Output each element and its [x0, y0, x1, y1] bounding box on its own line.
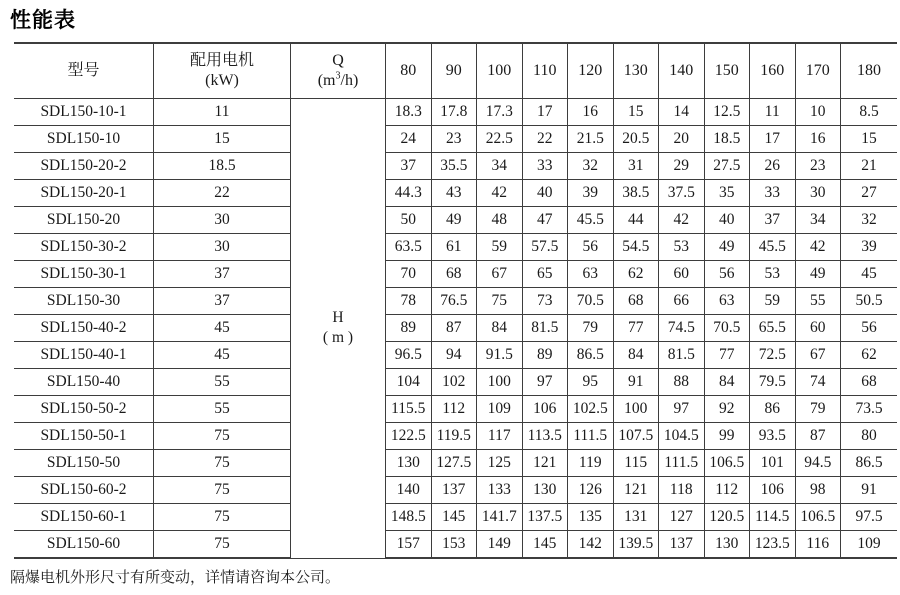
table-row	[14, 180, 897, 207]
table-row	[14, 450, 897, 477]
head-value-cell: 18.5	[704, 126, 750, 153]
head-value-cell: 133	[477, 477, 523, 504]
motor-power-cell: 18.5	[154, 153, 291, 180]
head-value-cell: 39	[568, 180, 614, 207]
head-value-cell: 33	[522, 153, 568, 180]
header-flow-80: 80	[386, 43, 432, 99]
head-value-cell: 70.5	[568, 288, 614, 315]
head-value-cell: 87	[795, 423, 841, 450]
header-motor-power-name: 配用电机	[189, 52, 254, 69]
head-value-cell: 84	[704, 369, 750, 396]
head-value-cell: 17	[750, 126, 796, 153]
table-header	[14, 43, 897, 99]
head-value-cell: 60	[659, 261, 705, 288]
head-value-cell: 53	[750, 261, 796, 288]
head-value-cell: 20.5	[613, 126, 659, 153]
head-value-cell: 35	[704, 180, 750, 207]
head-value-cell: 16	[795, 126, 841, 153]
head-value-cell: 126	[568, 477, 614, 504]
head-value-cell: 32	[568, 153, 614, 180]
head-value-cell: 107.5	[613, 423, 659, 450]
head-value-cell: 32	[841, 207, 898, 234]
head-value-cell: 141.7	[477, 504, 523, 531]
head-value-cell: 27.5	[704, 153, 750, 180]
head-value-cell: 34	[795, 207, 841, 234]
header-flow-180: 180	[841, 43, 898, 99]
head-value-cell: 77	[613, 315, 659, 342]
table-row	[14, 396, 897, 423]
header-motor-power	[154, 43, 291, 99]
head-value-cell: 21	[841, 153, 898, 180]
head-value-cell: 119.5	[431, 423, 477, 450]
head-value-cell: 115	[613, 450, 659, 477]
head-value-cell: 130	[704, 531, 750, 559]
header-flow-160: 160	[750, 43, 796, 99]
head-value-cell: 72.5	[750, 342, 796, 369]
model-cell: SDL150-30-1	[14, 261, 154, 288]
head-value-cell: 92	[704, 396, 750, 423]
head-value-cell: 91	[841, 477, 898, 504]
head-value-cell: 139.5	[613, 531, 659, 559]
head-value-cell: 61	[431, 234, 477, 261]
head-value-cell: 81.5	[659, 342, 705, 369]
head-value-cell: 15	[613, 99, 659, 126]
head-value-cell: 50.5	[841, 288, 898, 315]
model-cell: SDL150-60-2	[14, 477, 154, 504]
motor-power-cell: 45	[154, 315, 291, 342]
head-value-cell: 130	[522, 477, 568, 504]
head-value-cell: 106	[522, 396, 568, 423]
head-value-cell: 98	[795, 477, 841, 504]
header-flow-120: 120	[568, 43, 614, 99]
model-cell: SDL150-40-1	[14, 342, 154, 369]
head-value-cell: 68	[613, 288, 659, 315]
head-value-cell: 26	[750, 153, 796, 180]
q-unit: $(m^3/h)$	[317, 70, 359, 89]
q-symbol: Q	[332, 52, 344, 69]
head-value-cell: 137.5	[522, 504, 568, 531]
head-value-cell: 106.5	[795, 504, 841, 531]
head-value-cell: 148.5	[386, 504, 432, 531]
head-value-cell: 80	[841, 423, 898, 450]
head-value-cell: 100	[477, 369, 523, 396]
head-value-cell: 48	[477, 207, 523, 234]
head-value-cell: 23	[795, 153, 841, 180]
head-value-cell: 106	[750, 477, 796, 504]
head-value-cell: 122.5	[386, 423, 432, 450]
model-cell: SDL150-20	[14, 207, 154, 234]
model-cell: SDL150-10-1	[14, 99, 154, 126]
head-value-cell: 17.3	[477, 99, 523, 126]
head-value-cell: 49	[795, 261, 841, 288]
head-value-cell: 95	[568, 369, 614, 396]
model-cell: SDL150-60	[14, 531, 154, 559]
head-value-cell: 121	[613, 477, 659, 504]
header-model: 型号	[14, 43, 154, 99]
head-value-cell: 118	[659, 477, 705, 504]
model-cell: SDL150-10	[14, 126, 154, 153]
head-value-cell: 97	[659, 396, 705, 423]
model-cell: SDL150-30	[14, 288, 154, 315]
head-value-cell: 45.5	[750, 234, 796, 261]
model-cell: SDL150-60-1	[14, 504, 154, 531]
table-row	[14, 126, 897, 153]
head-value-cell: 75	[477, 288, 523, 315]
head-value-cell: 37	[386, 153, 432, 180]
head-value-cell: 109	[841, 531, 898, 559]
table-row	[14, 423, 897, 450]
head-value-cell: 29	[659, 153, 705, 180]
head-value-cell: 121	[522, 450, 568, 477]
head-value-cell: 153	[431, 531, 477, 559]
head-value-cell: 76.5	[431, 288, 477, 315]
head-value-cell: 111.5	[659, 450, 705, 477]
table-row	[14, 477, 897, 504]
head-value-cell: 42	[659, 207, 705, 234]
head-value-cell: 86.5	[568, 342, 614, 369]
head-value-cell: 137	[659, 531, 705, 559]
head-value-cell: 24	[386, 126, 432, 153]
head-value-cell: 149	[477, 531, 523, 559]
head-value-cell: 11	[750, 99, 796, 126]
head-value-cell: 111.5	[568, 423, 614, 450]
head-value-cell: 157	[386, 531, 432, 559]
head-value-cell: 88	[659, 369, 705, 396]
head-value-cell: 63	[568, 261, 614, 288]
head-value-cell: 53	[659, 234, 705, 261]
head-value-cell: 127	[659, 504, 705, 531]
head-value-cell: 112	[431, 396, 477, 423]
header-flow-q	[291, 43, 386, 99]
head-value-cell: 73.5	[841, 396, 898, 423]
head-value-cell: 84	[613, 342, 659, 369]
head-value-cell: 33	[750, 180, 796, 207]
table-row	[14, 369, 897, 396]
head-value-cell: 34	[477, 153, 523, 180]
head-value-cell: 93.5	[750, 423, 796, 450]
motor-power-cell: 30	[154, 234, 291, 261]
head-value-cell: 59	[477, 234, 523, 261]
header-flow-110: 110	[522, 43, 568, 99]
motor-power-cell: 75	[154, 531, 291, 559]
head-value-cell: 62	[841, 342, 898, 369]
motor-power-cell: 11	[154, 99, 291, 126]
head-value-cell: 135	[568, 504, 614, 531]
head-value-cell: 14	[659, 99, 705, 126]
table-row	[14, 207, 897, 234]
head-value-cell: 79.5	[750, 369, 796, 396]
head-value-cell: 21.5	[568, 126, 614, 153]
performance-table	[14, 42, 897, 559]
head-value-cell: 65	[522, 261, 568, 288]
head-value-cell: 23	[431, 126, 477, 153]
head-value-cell: 100	[613, 396, 659, 423]
head-value-cell: 68	[431, 261, 477, 288]
head-value-cell: 97.5	[841, 504, 898, 531]
head-unit-cell	[291, 99, 386, 559]
head-value-cell: 67	[795, 342, 841, 369]
head-value-cell: 114.5	[750, 504, 796, 531]
motor-power-cell: 15	[154, 126, 291, 153]
motor-power-cell: 75	[154, 423, 291, 450]
head-value-cell: 119	[568, 450, 614, 477]
head-value-cell: 15	[841, 126, 898, 153]
head-value-cell: 8.5	[841, 99, 898, 126]
table-row	[14, 99, 897, 126]
motor-power-cell: 22	[154, 180, 291, 207]
head-value-cell: 117	[477, 423, 523, 450]
head-value-cell: 70.5	[704, 315, 750, 342]
head-value-cell: 62	[613, 261, 659, 288]
head-value-cell: 79	[568, 315, 614, 342]
head-value-cell: 140	[386, 477, 432, 504]
head-value-cell: 94.5	[795, 450, 841, 477]
model-cell: SDL150-50-2	[14, 396, 154, 423]
table-row	[14, 288, 897, 315]
head-value-cell: 50	[386, 207, 432, 234]
head-value-cell: 97	[522, 369, 568, 396]
model-cell: SDL150-20-2	[14, 153, 154, 180]
header-flow-140: 140	[659, 43, 705, 99]
head-value-cell: 116	[795, 531, 841, 559]
head-value-cell: 43	[431, 180, 477, 207]
head-value-cell: 89	[386, 315, 432, 342]
head-value-cell: 131	[613, 504, 659, 531]
head-value-cell: 40	[522, 180, 568, 207]
motor-power-cell: 75	[154, 477, 291, 504]
table-row	[14, 342, 897, 369]
head-value-cell: 81.5	[522, 315, 568, 342]
head-value-cell: 56	[841, 315, 898, 342]
table-row	[14, 531, 897, 559]
head-value-cell: 63.5	[386, 234, 432, 261]
table-row	[14, 504, 897, 531]
head-value-cell: 66	[659, 288, 705, 315]
motor-power-cell: 37	[154, 261, 291, 288]
q-unit-sup: 3	[335, 70, 341, 82]
head-value-cell: 101	[750, 450, 796, 477]
head-value-cell: 42	[795, 234, 841, 261]
head-value-cell: 16	[568, 99, 614, 126]
head-value-cell: 44	[613, 207, 659, 234]
header-flow-170: 170	[795, 43, 841, 99]
head-value-cell: 20	[659, 126, 705, 153]
motor-power-cell: 30	[154, 207, 291, 234]
model-cell: SDL150-40-2	[14, 315, 154, 342]
head-value-cell: 39	[841, 234, 898, 261]
head-value-cell: 18.3	[386, 99, 432, 126]
head-value-cell: 104	[386, 369, 432, 396]
head-value-cell: 79	[795, 396, 841, 423]
head-value-cell: 31	[613, 153, 659, 180]
table-row	[14, 315, 897, 342]
head-value-cell: 99	[704, 423, 750, 450]
table-body	[14, 99, 897, 559]
head-value-cell: 112	[704, 477, 750, 504]
head-value-cell: 17	[522, 99, 568, 126]
head-value-cell: 47	[522, 207, 568, 234]
head-value-cell: 106.5	[704, 450, 750, 477]
head-value-cell: 145	[522, 531, 568, 559]
head-value-cell: 94	[431, 342, 477, 369]
head-value-cell: 45.5	[568, 207, 614, 234]
head-value-cell: 91.5	[477, 342, 523, 369]
head-value-cell: 42	[477, 180, 523, 207]
footer-note: 隔爆电机外形尺寸有所变动，详情请咨询本公司。	[10, 570, 341, 586]
head-value-cell: 30	[795, 180, 841, 207]
head-value-cell: 86.5	[841, 450, 898, 477]
head-value-cell: 57.5	[522, 234, 568, 261]
head-value-cell: 84	[477, 315, 523, 342]
head-value-cell: 86	[750, 396, 796, 423]
head-value-cell: 109	[477, 396, 523, 423]
model-cell: SDL150-50	[14, 450, 154, 477]
header-flow-150: 150	[704, 43, 750, 99]
head-value-cell: 120.5	[704, 504, 750, 531]
header-flow-100: 100	[477, 43, 523, 99]
head-value-cell: 45	[841, 261, 898, 288]
motor-power-cell: 55	[154, 396, 291, 423]
head-value-cell: 55	[795, 288, 841, 315]
head-value-cell: 65.5	[750, 315, 796, 342]
motor-power-cell: 45	[154, 342, 291, 369]
head-value-cell: 60	[795, 315, 841, 342]
header-row	[14, 43, 897, 99]
motor-power-cell: 55	[154, 369, 291, 396]
head-value-cell: 74	[795, 369, 841, 396]
head-value-cell: 63	[704, 288, 750, 315]
head-value-cell: 70	[386, 261, 432, 288]
head-value-cell: 137	[431, 477, 477, 504]
head-value-cell: 77	[704, 342, 750, 369]
head-value-cell: 123.5	[750, 531, 796, 559]
model-cell: SDL150-20-1	[14, 180, 154, 207]
head-symbol: H	[332, 309, 344, 327]
head-value-cell: 44.3	[386, 180, 432, 207]
head-value-cell: 104.5	[659, 423, 705, 450]
head-value-cell: 59	[750, 288, 796, 315]
motor-power-cell: 37	[154, 288, 291, 315]
header-flow-130: 130	[613, 43, 659, 99]
motor-power-cell: 75	[154, 450, 291, 477]
head-value-cell: 102.5	[568, 396, 614, 423]
head-value-cell: 22	[522, 126, 568, 153]
head-value-cell: 56	[704, 261, 750, 288]
head-value-cell: 54.5	[613, 234, 659, 261]
header-flow-90: 90	[431, 43, 477, 99]
head-value-cell: 127.5	[431, 450, 477, 477]
header-motor-power-unit: (kW)	[205, 72, 239, 89]
head-value-cell: 38.5	[613, 180, 659, 207]
head-value-cell: 89	[522, 342, 568, 369]
head-value-cell: 125	[477, 450, 523, 477]
table-row	[14, 261, 897, 288]
head-value-cell: 145	[431, 504, 477, 531]
head-value-cell: 27	[841, 180, 898, 207]
head-value-cell: 10	[795, 99, 841, 126]
head-value-cell: 73	[522, 288, 568, 315]
head-value-cell: 40	[704, 207, 750, 234]
head-value-cell: 96.5	[386, 342, 432, 369]
model-cell: SDL150-30-2	[14, 234, 154, 261]
head-value-cell: 49	[704, 234, 750, 261]
head-value-cell: 12.5	[704, 99, 750, 126]
head-value-cell: 113.5	[522, 423, 568, 450]
head-value-cell: 37	[750, 207, 796, 234]
model-cell: SDL150-50-1	[14, 423, 154, 450]
head-value-cell: 74.5	[659, 315, 705, 342]
head-value-cell: 56	[568, 234, 614, 261]
page-title: 性能表	[10, 9, 76, 32]
head-value-cell: 130	[386, 450, 432, 477]
head-value-cell: 22.5	[477, 126, 523, 153]
head-value-cell: 102	[431, 369, 477, 396]
head-value-cell: 35.5	[431, 153, 477, 180]
head-value-cell: 67	[477, 261, 523, 288]
table-row	[14, 153, 897, 180]
head-value-cell: 68	[841, 369, 898, 396]
head-value-cell: 78	[386, 288, 432, 315]
head-value-cell: 142	[568, 531, 614, 559]
model-cell: SDL150-40	[14, 369, 154, 396]
head-unit: ( m )	[322, 329, 354, 347]
motor-power-cell: 75	[154, 504, 291, 531]
head-value-cell: 91	[613, 369, 659, 396]
head-value-cell: 17.8	[431, 99, 477, 126]
head-value-cell: 115.5	[386, 396, 432, 423]
head-value-cell: 49	[431, 207, 477, 234]
head-value-cell: 87	[431, 315, 477, 342]
head-value-cell: 37.5	[659, 180, 705, 207]
table-row	[14, 234, 897, 261]
